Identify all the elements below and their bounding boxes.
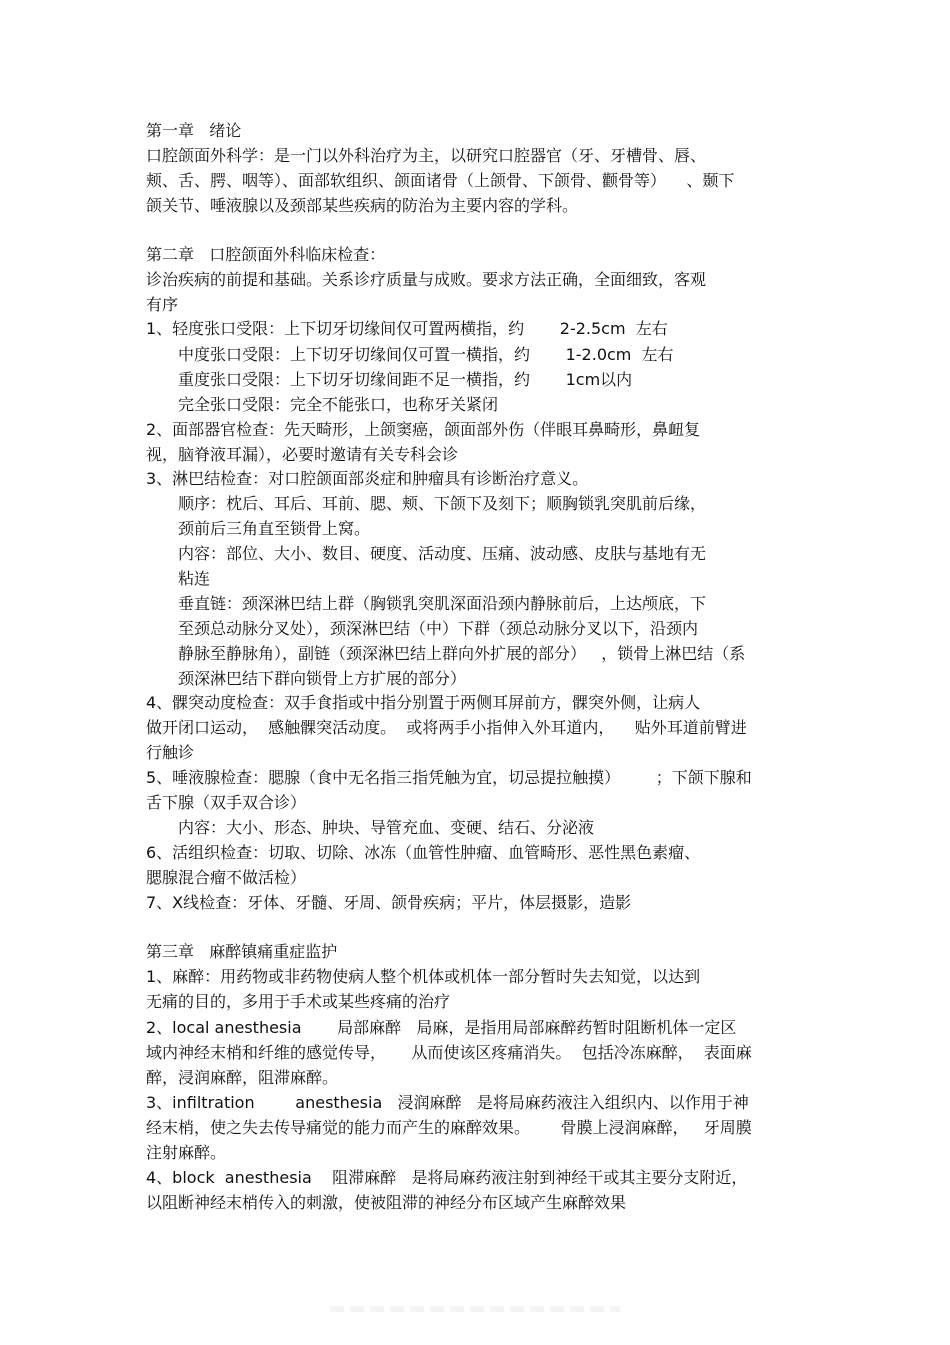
text-line: 域内神经末梢和纤维的感觉传导， 从而使该区疼痛消失。 包括冷冻麻醉， 表面麻 [146, 1043, 752, 1062]
text-line: 以阻断神经末梢传入的刺激，使被阻滞的神经分布区域产生麻醉效果 [146, 1193, 627, 1212]
list-subitem: 完全张口受限：完全不能张口，也称牙关紧闭 [178, 395, 499, 414]
list-item: 1、轻度张口受限：上下切牙切缘间仅可置两横指，约 2-2.5cm 左右 [146, 319, 668, 338]
list-subitem: 粘连 [178, 569, 211, 588]
list-item: 3、淋巴结检查：对口腔颌面部炎症和肿瘤具有诊断治疗意义。 [146, 469, 589, 488]
text-line: 腮腺混合瘤不做活检） [146, 868, 307, 887]
text-line: 颊、舌、腭、咽等）、面部软组织、颌面诸骨（上颌骨、下颌骨、颧骨等） 、颞下 [146, 171, 735, 190]
text-line: 行触诊 [146, 743, 195, 762]
list-item: 4、block anesthesia 阻滞麻醉 是将局麻药液注射到神经干或其主要分支附近， [146, 1168, 748, 1187]
text-line: 做开闭口运动， 感触髁突活动度。 或将两手小指伸入外耳道内， 贴外耳道前臂进 [146, 718, 747, 737]
list-subitem: 内容：部位、大小、数目、硬度、活动度、压痛、波动感、皮肤与基地有无 [178, 544, 707, 563]
text-line: 无痛的目的，多用于手术或某些疼痛的治疗 [146, 992, 451, 1011]
page-footer-watermark [330, 1306, 620, 1312]
list-item: 2、local anesthesia 局部麻醉 局麻，是指用局部麻醉药暂时阻断机体一定区 [146, 1018, 737, 1037]
chapter-2-heading: 第二章 口腔颌面外科临床检查： [146, 245, 386, 264]
list-subitem: 内容：大小、形态、肿块、导管充血、变硬、结石、分泌液 [178, 818, 595, 837]
list-subitem: 颈前后三角直至锁骨上窝。 [178, 519, 371, 538]
list-subitem: 重度张口受限：上下切牙切缘间距不足一横指，约 1cm以内 [178, 370, 633, 389]
list-subitem: 顺序：枕后、耳后、耳前、腮、颊、下颌下及刻下；顺胸锁乳突肌前后缘， [178, 494, 707, 513]
list-item: 2、面部器官检查：先天畸形，上颌窦癌，颌面部外伤（伴眼耳鼻畸形，鼻衄复 [146, 420, 701, 439]
chapter-3-heading: 第三章 麻醉镇痛重症监护 [146, 942, 338, 961]
list-subitem: 静脉至静脉角），副链（颈深淋巴结上群向外扩展的部分） ，锁骨上淋巴结（系 [178, 644, 746, 663]
text-line: 醉，浸润麻醉，阻滞麻醉。 [146, 1068, 339, 1087]
text-line: 视，脑脊液耳漏），必要时邀请有关专科会诊 [146, 445, 459, 464]
list-item: 6、活组织检查：切取、切除、冰冻（血管性肿瘤、血管畸形、恶性黑色素瘤、 [146, 843, 701, 862]
chapter-1-heading: 第一章 绪论 [146, 121, 242, 140]
list-item: 3、infiltration anesthesia 浸润麻醉 是将局麻药液注入组织内、以作用于神 [146, 1093, 749, 1112]
text-line: 舌下腺（双手双合诊） [146, 793, 307, 812]
list-subitem: 中度张口受限：上下切牙切缘间仅可置一横指，约 1-2.0cm 左右 [178, 345, 674, 364]
text-line: 口腔颌面外科学：是一门以外科治疗为主，以研究口腔器官（牙、牙槽骨、唇、 [146, 146, 707, 165]
list-item: 1、麻醉：用药物或非药物使病人整个机体或机体一部分暂时失去知觉，以达到 [146, 967, 701, 986]
text-line: 诊治疾病的前提和基础。关系诊疗质量与成败。要求方法正确，全面细致，客观 [146, 270, 707, 289]
list-subitem: 垂直链：颈深淋巴结上群（胸锁乳突肌深面沿颈内静脉前后，上达颅底，下 [178, 594, 707, 613]
list-subitem: 颈深淋巴结下群向锁骨上方扩展的部分） [178, 669, 467, 688]
list-item: 7、X线检查：牙体、牙髓、牙周、颌骨疾病；平片，体层摄影，造影 [146, 893, 632, 912]
text-line: 有序 [146, 295, 179, 314]
list-item: 5、唾液腺检查：腮腺（食中无名指三指凭触为宜，切忌提拉触摸） ；下颌下腺和 [146, 768, 752, 787]
text-line: 颌关节、唾液腺以及颈部某些疾病的防治为主要内容的学科。 [146, 196, 579, 215]
list-item: 4、髁突动度检查：双手食指或中指分别置于两侧耳屏前方，髁突外侧，让病人 [146, 693, 701, 712]
text-line: 经末梢，使之失去传导痛觉的能力而产生的麻醉效果。 骨膜上浸润麻醉， 牙周膜 [146, 1118, 752, 1137]
text-line: 注射麻醉。 [146, 1143, 227, 1162]
list-subitem: 至颈总动脉分叉处），颈深淋巴结（中）下群（颈总动脉分叉以下，沿颈内 [178, 619, 699, 638]
